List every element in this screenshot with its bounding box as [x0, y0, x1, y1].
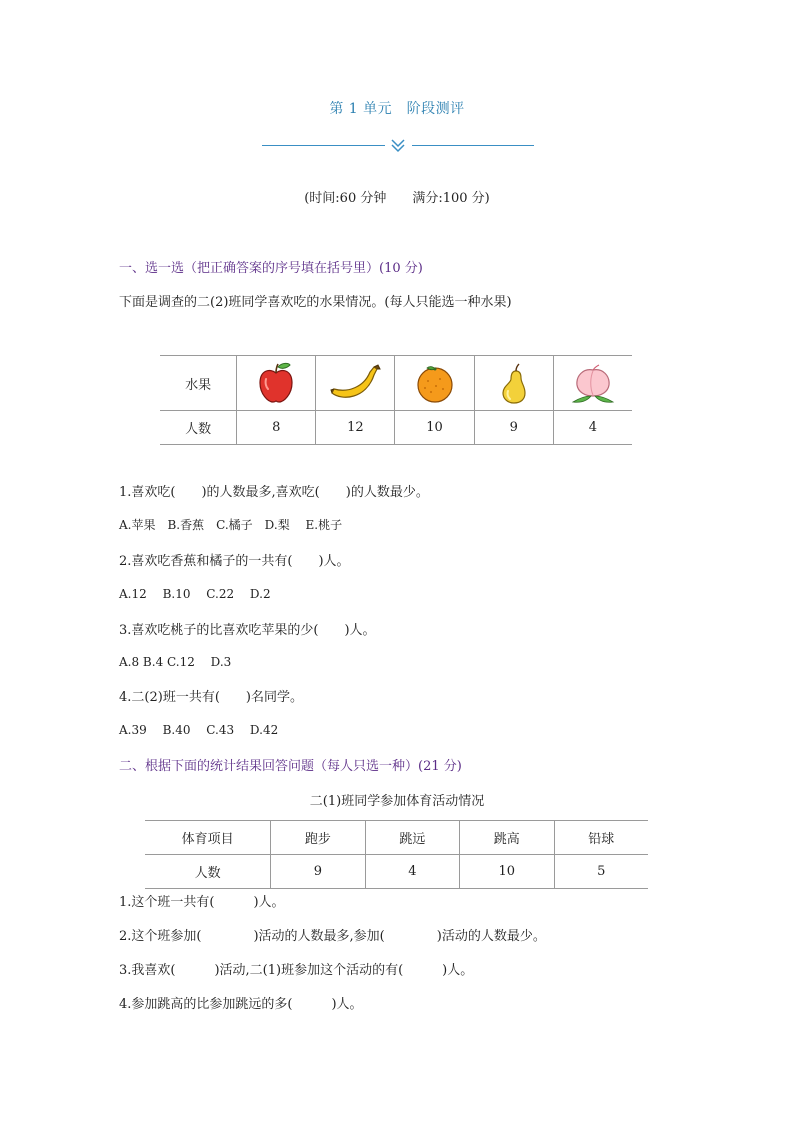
orange-icon	[413, 361, 457, 405]
table-cell: 4	[365, 855, 459, 889]
table-cell: 10	[460, 855, 554, 889]
question-1-1-options: A.苹果 B.香蕉 C.橘子 D.梨 E.桃子	[119, 518, 343, 532]
pear-icon	[497, 361, 531, 405]
banana-icon	[328, 363, 382, 403]
question-1-2: 2.喜欢吃香蕉和橘子的一共有( )人。	[119, 554, 350, 569]
double-chevron-down-icon	[389, 137, 407, 155]
table-cell: 12	[316, 411, 395, 445]
sports-survey-table	[145, 820, 648, 889]
question-1-4-options: A.39 B.40 C.43 D.42	[119, 723, 279, 737]
question-2-2: 2.这个班参加( )活动的人数最多,参加( )活动的人数最少。	[119, 929, 546, 944]
table-header-cell: 跑步	[271, 821, 365, 855]
table-cell: 4	[553, 411, 632, 445]
question-2-3: 3.我喜欢( )活动,二(1)班参加这个活动的有( )人。	[119, 963, 474, 978]
title-divider-left	[262, 145, 385, 146]
table-header-cell: 跳远	[365, 821, 459, 855]
peach-cell	[553, 356, 632, 411]
table-caption: 二(1)班同学参加体育活动情况	[309, 794, 485, 809]
table-cell: 5	[554, 855, 648, 889]
exam-meta: (时间:60 分钟 满分:100 分)	[304, 191, 490, 206]
apple-icon	[256, 361, 296, 405]
table-cell: 9	[271, 855, 365, 889]
table-header-cell: 跳高	[460, 821, 554, 855]
page-title: 第 1 单元 阶段测评	[329, 101, 465, 117]
table-header-cell: 体育项目	[145, 821, 271, 855]
peach-icon	[569, 362, 617, 404]
question-2-4: 4.参加跳高的比参加跳远的多( )人。	[119, 997, 363, 1012]
question-1-3-options: A.8 B.4 C.12 D.3	[119, 655, 232, 669]
table-cell: 9	[474, 411, 553, 445]
table-row-label: 人数	[160, 411, 237, 445]
section-1-heading: 一、选一选（把正确答案的序号填在括号里）(10 分)	[119, 261, 423, 276]
question-1-3: 3.喜欢吃桃子的比喜欢吃苹果的少( )人。	[119, 623, 376, 638]
table-cell: 10	[395, 411, 474, 445]
pear-cell	[474, 356, 553, 411]
question-1-4: 4.二(2)班一共有( )名同学。	[119, 690, 303, 705]
banana-cell	[316, 356, 395, 411]
orange-cell	[395, 356, 474, 411]
table-row-label: 水果	[160, 356, 237, 411]
apple-cell	[237, 356, 316, 411]
title-divider-right	[412, 145, 534, 146]
question-2-1: 1.这个班一共有( )人。	[119, 895, 285, 910]
question-1-2-options: A.12 B.10 C.22 D.2	[119, 587, 271, 601]
section-1-intro: 下面是调查的二(2)班同学喜欢吃的水果情况。(每人只能选一种水果)	[119, 295, 512, 310]
fruit-survey-table	[160, 355, 632, 445]
section-2-heading: 二、根据下面的统计结果回答问题（每人只选一种）(21 分)	[119, 759, 462, 774]
question-1-1: 1.喜欢吃( )的人数最多,喜欢吃( )的人数最少。	[119, 485, 429, 500]
table-cell: 8	[237, 411, 316, 445]
table-row-label: 人数	[145, 855, 271, 889]
table-header-cell: 铅球	[554, 821, 648, 855]
